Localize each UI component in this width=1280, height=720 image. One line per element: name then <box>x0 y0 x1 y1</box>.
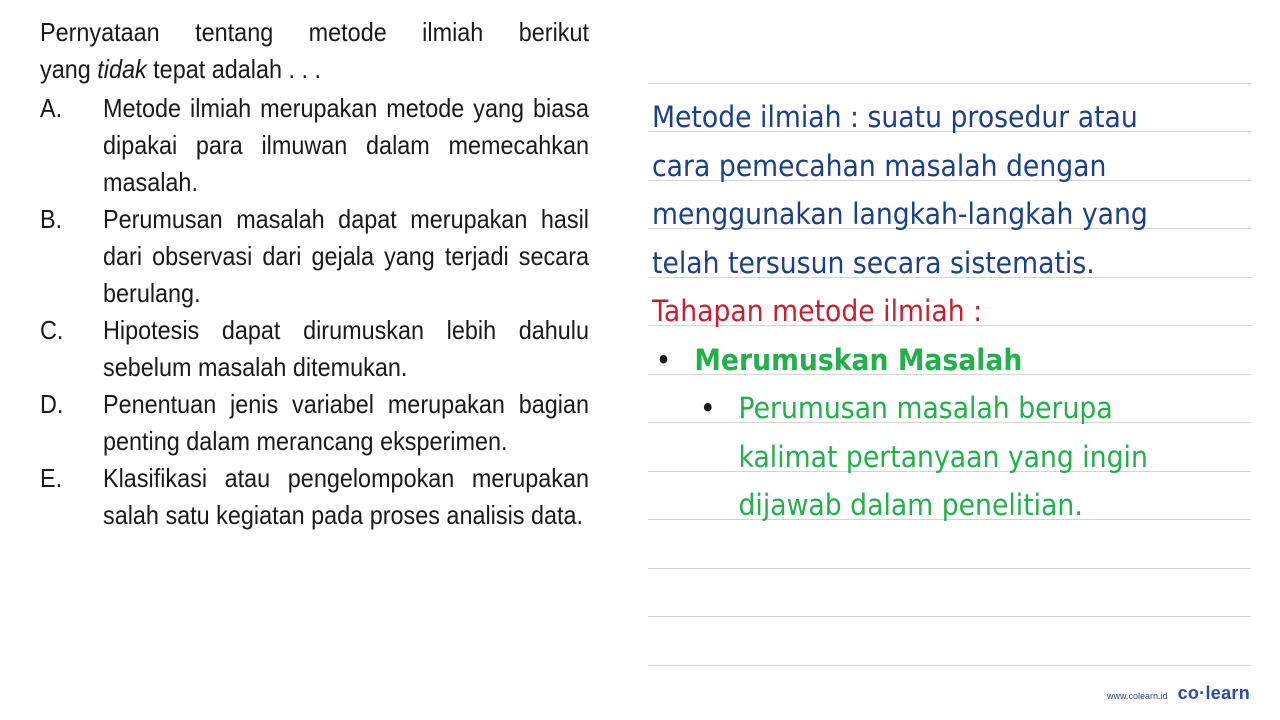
explanation-block <box>652 93 1250 530</box>
rule-line <box>648 665 1251 666</box>
stages-title: Tahapan metode ilmiah : <box>652 294 983 328</box>
option-text: Hipotesis dapat dirumuskan lebih dahulu sebelum masalah ditemukan. <box>103 315 589 382</box>
option-text: Klasifikasi atau pengelompokan merupakan salah satu kegiatan pada proses analisis data. <box>103 463 589 530</box>
rule-line <box>648 83 1251 84</box>
stage-detail-line: dijawab dalam penelitian. <box>738 488 1083 522</box>
option-a <box>40 90 589 201</box>
definition-line: Metode ilmiah : suatu prosedur atau <box>652 100 1138 134</box>
question-stem-emphasis: tidak <box>97 54 147 84</box>
stage-detail-line: kalimat pertanyaan yang ingin <box>738 439 1148 474</box>
option-e <box>40 460 589 534</box>
definition-line: menggunakan langkah-langkah yang <box>652 197 1148 231</box>
question-stem-line1: Pernyataan tentang metode ilmiah berikut <box>40 17 589 47</box>
stage-detail-line: Perumusan masalah berupa <box>738 391 1113 425</box>
option-letter: C. <box>40 315 64 345</box>
question-block <box>40 14 589 534</box>
stage-item <box>652 336 1250 385</box>
question-stem <box>40 14 589 88</box>
definition-line: telah tersusun secara sistematis. <box>652 245 1095 280</box>
brand-footer <box>1107 683 1250 704</box>
bullet-icon: • <box>699 391 716 425</box>
option-letter: A. <box>40 93 63 123</box>
option-text: Metode ilmiah merupakan metode yang biasa dipakai para ilmuwan dalam memecahkan masalah. <box>103 93 589 197</box>
rule-line <box>648 568 1251 569</box>
brand-url: www.colearn.id <box>1107 691 1168 701</box>
stage-title: Merumuskan Masalah <box>694 342 1023 377</box>
option-text: Penentuan jenis variabel merupakan bagian penting dalam merancang eksperimen. <box>103 389 589 456</box>
stage-detail-continued <box>652 481 1250 530</box>
option-d <box>40 386 589 460</box>
question-stem-line2-pre: yang <box>40 54 98 84</box>
option-b <box>40 201 589 312</box>
definition-line: cara pemecahan masalah dengan <box>652 148 1107 183</box>
question-stem-line2-post: tepat adalah . . . <box>146 54 322 84</box>
stage-detail-continued <box>652 433 1250 482</box>
bullet-icon: • <box>655 342 672 377</box>
option-c <box>40 312 589 386</box>
rule-line <box>648 616 1251 617</box>
stage-detail <box>652 384 1250 433</box>
option-letter: E. <box>40 463 63 493</box>
option-letter: D. <box>40 389 64 419</box>
option-text: Perumusan masalah dapat merupakan hasil dari observasi dari gejala yang terjadi secara berulang. <box>103 204 589 308</box>
brand-logo: co·learn <box>1177 683 1250 703</box>
option-letter: B. <box>40 204 63 234</box>
